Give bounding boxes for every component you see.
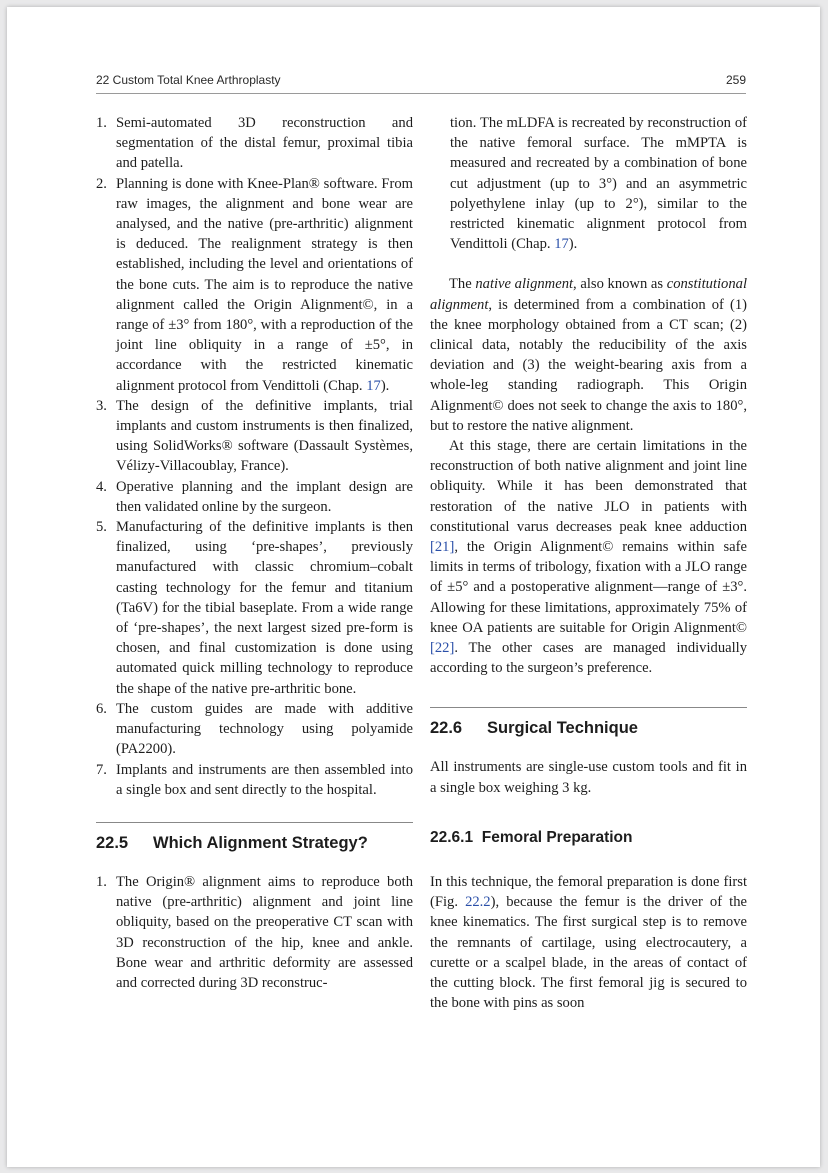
citation-link[interactable]: [21]	[430, 539, 455, 556]
list-item: 1. Semi-automated 3D reconstruction and segmentation of the distal femur, proximal tibia and patella.	[96, 115, 413, 172]
paragraph: The native alignment, also known as constitutional alignment, is determined from a combination of (1) the knee morphology obtained from a CT scan; (2) clinical data, notably the reducibility of the axis deviation and (3) the weight-bearing axis from a whole-leg standing radiograph. This Origin Alignment© does not seek to change the axis to 180°, but to restore the native alignment.	[430, 276, 747, 434]
figure-link[interactable]: 22.2	[465, 894, 491, 911]
page-number: 259	[725, 73, 746, 87]
paragraph: All instruments are single-use custom tools and fit in a single box weighing 3 kg.	[430, 759, 747, 796]
section-rule	[96, 822, 413, 823]
section-heading: 22.6 Surgical Technique	[430, 719, 638, 738]
list-item: 6. The custom guides are made with additive manufacturing technology using polyamide (PA2200).	[96, 700, 413, 758]
right-column	[430, 113, 747, 1013]
subsection-heading: 22.6.1 Femoral Preparation	[430, 828, 633, 846]
header-rule	[96, 93, 746, 94]
paragraph: In this technique, the femoral preparation is done first (Fig. 22.2), because the femur is the driver of the knee kinematics. The first surgical step is to remove the remnants of cartilage, using electrocautery, a curette or a scalpel blade, in the areas of contact of the cutting block. The first femoral jig is secured to the bone with pins as soon	[430, 873, 748, 1012]
list-item: 3. The design of the definitive implants, trial implants and custom instruments is then finalized, using SolidWorks® software (Dassault Systèmes, Vélizy-Villacoublay, France).	[96, 397, 413, 475]
list-item: 1. The Origin® alignment aims to reproduce both native (pre-arthritic) alignment and joint line obliquity, based on the preoperative CT scan with 3D reconstruction of the hip, knee and ankle. Bone wear and arthritic deformity are assessed and corrected during 3D reconstruc-	[96, 873, 413, 991]
section-heading: 22.5 Which Alignment Strategy?	[96, 833, 368, 852]
paragraph: At this stage, there are certain limitations in the reconstruction of both native alignment and joint line obliquity. While it has been demonstrated that restoration of the native JLO in patients with constitutional varus decreases peak knee adduction [21], the Origin Alignment© remains within safe limits in terms of tribology, fixation with a JLO range of ±5° and a postoperative alignment—range of ±3°. Allowing for these limitations, approximately 75% of knee OA patients are suitable for Origin Alignment© [22]. The other cases are managed individually according to the surgeon’s preference.	[430, 438, 747, 677]
citation-link[interactable]: [22]	[430, 640, 455, 657]
section-rule	[430, 707, 747, 708]
list-item: 2. Planning is done with Knee-Plan® software. From raw images, the alignment and bone wear are analysed, and the native (pre-arthritic) alignment is deduced. The realignment strategy is then established, including the level and orientations of the bone cuts. The aim is to reproduce the native alignment called the Origin Alignment©, in a range of ±3° from 180°, with a reproduction of the joint line obliquity in a range of ±5°, in accordance with the restricted kinematic alignment protocol from Vendittoli (Chap. 17).	[96, 175, 413, 394]
list-item: 5. Manufacturing of the definitive implants is then finalized, using ‘pre-shapes’, previously manufactured with classic chromium–cobalt casting technology for the femur and titanium (Ta6V) for the tibial baseplate. From a wide range of ‘pre-shapes’, the next largest sized pre-form is chosen, and final customization is done using automated quick milling technology to reproduce the shape of the native pre-arthritic bone.	[96, 519, 413, 697]
chapter-title: 22 Custom Total Knee Arthroplasty	[96, 73, 281, 87]
paragraph-continued: tion. The mLDFA is recreated by reconstruction of the native femoral surface. The mMPTA is measured and recreated by a combination of bone cut adjustment (up to 3°) and an asymmetric polyethylene inlay (up to 2°), similar to the restricted kinematic alignment protocol from Vendittoli (Chap. 17).	[450, 115, 747, 253]
chapter-link[interactable]: 17	[554, 236, 569, 253]
list-item: 4. Operative planning and the implant design are then validated online by the surgeon.	[96, 478, 413, 515]
chapter-link[interactable]: 17	[366, 377, 381, 394]
page	[7, 7, 820, 1167]
list-item: 7. Implants and instruments are then assembled into a single box and sent directly to the hospital.	[96, 761, 413, 798]
left-column	[96, 113, 413, 993]
